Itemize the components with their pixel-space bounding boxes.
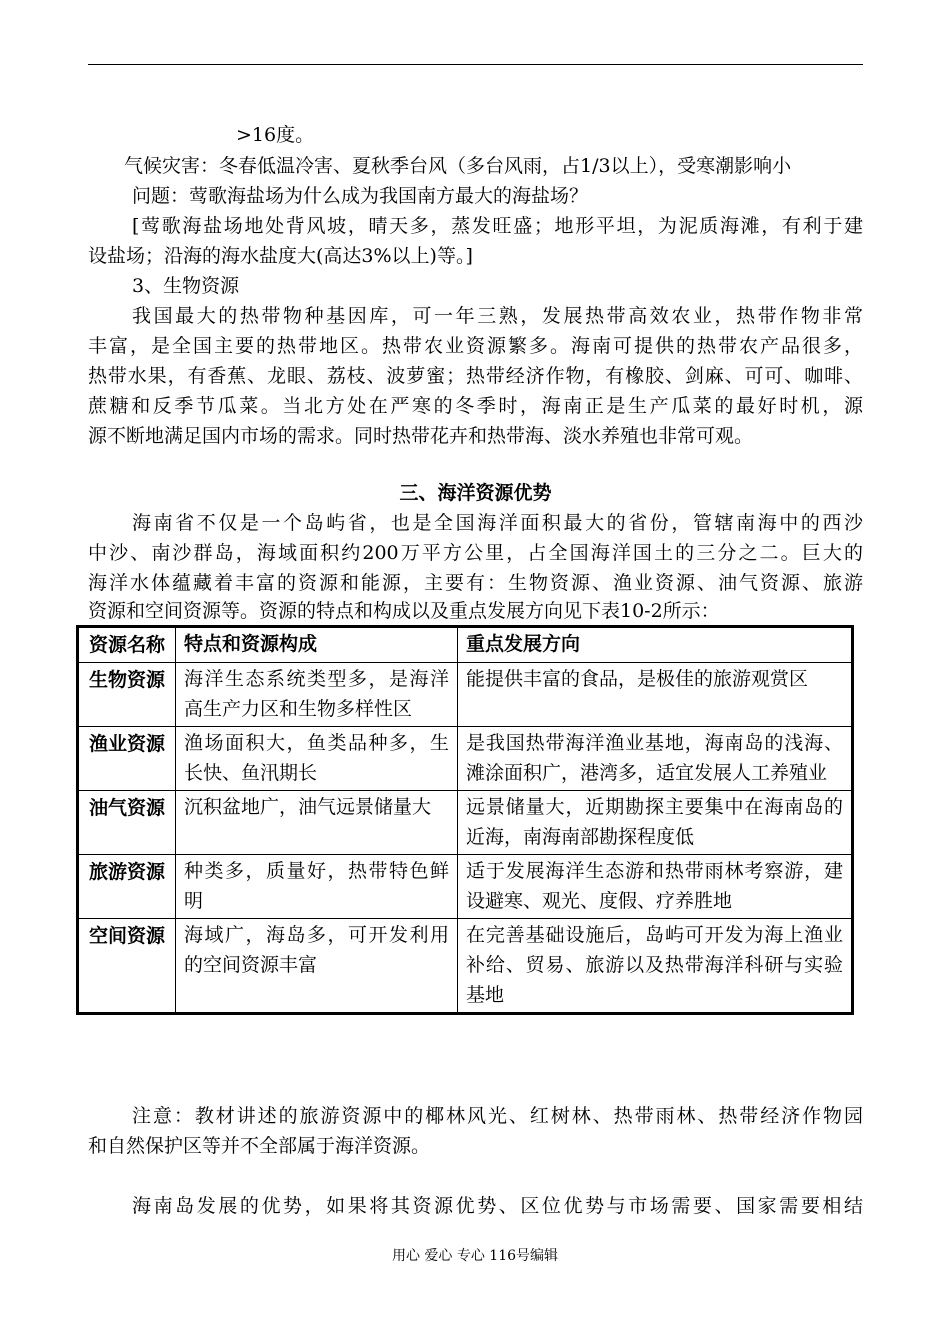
resource-direction: 远景储量大，近期勘探主要集中在海南岛的近海，南海南部勘探程度低 bbox=[458, 791, 853, 855]
resource-features: 沉积盆地广，油气远景储量大 bbox=[176, 791, 458, 855]
bio-heading: 3、生物资源 bbox=[132, 275, 240, 297]
header-features: 特点和资源构成 bbox=[176, 627, 458, 663]
header-rule bbox=[88, 64, 863, 65]
ocean-line: 资源和空间资源等。资源的特点和构成以及重点发展方向见下表10-2所示： bbox=[88, 600, 720, 622]
table-row bbox=[78, 663, 853, 727]
note-line: 注意：教材讲述的旅游资源中的椰林风光、红树林、热带雨林、热带经济作物园 bbox=[132, 1105, 863, 1127]
resource-direction: 能提供丰富的食品，是极佳的旅游观赏区 bbox=[458, 663, 853, 727]
section-title: 三、海洋资源优势 bbox=[399, 482, 552, 504]
table-row bbox=[78, 791, 853, 855]
resource-name: 油气资源 bbox=[78, 791, 176, 855]
bio-line: 热带水果，有香蕉、龙眼、荔枝、波萝蜜；热带经济作物，有橡胶、剑麻、可可、咖啡、 bbox=[88, 365, 863, 387]
question: 问题：莺歌海盐场为什么成为我国南方最大的海盐场？ bbox=[132, 185, 589, 207]
bio-line: 蔗糖和反季节瓜菜。当北方处在严寒的冬季时，海南正是生产瓜菜的最好时机，源 bbox=[88, 395, 863, 417]
note-line: 和自然保护区等并不全部属于海洋资源。 bbox=[88, 1135, 431, 1157]
ocean-line: 海洋水体蕴藏着丰富的资源和能源，主要有：生物资源、渔业资源、油气资源、旅游 bbox=[88, 572, 863, 594]
header-direction: 重点发展方向 bbox=[458, 627, 853, 663]
ocean-line: 中沙、南沙群岛，海域面积约200万平方公里，占全国海洋国土的三分之二。巨大的 bbox=[88, 542, 863, 564]
climate-continuation: >16度。 bbox=[236, 124, 315, 146]
resource-name: 生物资源 bbox=[78, 663, 176, 727]
resource-direction: 适于发展海洋生态游和热带雨林考察游，建设避寒、观光、度假、疗养胜地 bbox=[458, 855, 853, 919]
bio-line: 丰富，是全国主要的热带地区。热带农业资源繁多。海南可提供的热带农产品很多， bbox=[88, 335, 863, 357]
resource-direction: 在完善基础设施后，岛屿可开发为海上渔业补给、贸易、旅游以及热带海洋科研与实验基地 bbox=[458, 919, 853, 1014]
bio-line: 源不断地满足国内市场的需求。同时热带花卉和热带海、淡水养殖也非常可观。 bbox=[88, 425, 754, 447]
header-resource-name: 资源名称 bbox=[78, 627, 176, 663]
closing-line: 海南岛发展的优势，如果将其资源优势、区位优势与市场需要、国家需要相结 bbox=[132, 1195, 863, 1217]
resource-name: 旅游资源 bbox=[78, 855, 176, 919]
bio-line: 我国最大的热带物种基因库，可一年三熟，发展热带高效农业，热带作物非常 bbox=[132, 305, 863, 327]
resource-features: 海洋生态系统类型多，是海洋高生产力区和生物多样性区 bbox=[176, 663, 458, 727]
answer-line: [莺歌海盐场地处背风坡，晴天多，蒸发旺盛；地形平坦，为泥质海滩，有利于建 bbox=[132, 215, 863, 237]
resource-features: 渔场面积大，鱼类品种多，生长快、鱼汛期长 bbox=[176, 727, 458, 791]
resource-features: 海域广，海岛多，可开发利用的空间资源丰富 bbox=[176, 919, 458, 1014]
answer-line: 设盐场；沿海的海水盐度大(高达3%以上)等。] bbox=[88, 245, 473, 267]
table-header-row bbox=[78, 627, 853, 663]
resource-direction: 是我国热带海洋渔业基地，海南岛的浅海、滩涂面积广，港湾多，适宜发展人工养殖业 bbox=[458, 727, 853, 791]
table-row bbox=[78, 919, 853, 1014]
table-row bbox=[78, 855, 853, 919]
resource-name: 渔业资源 bbox=[78, 727, 176, 791]
resource-table bbox=[76, 625, 854, 1015]
resource-name: 空间资源 bbox=[78, 919, 176, 1014]
climate-disaster: 气候灾害：冬春低温冷害、夏秋季台风（多台风雨，占1/3以上），受寒潮影响小 bbox=[124, 155, 792, 177]
ocean-line: 海南省不仅是一个岛屿省，也是全国海洋面积最大的省份，管辖南海中的西沙 bbox=[132, 512, 863, 534]
resource-features: 种类多，质量好，热带特色鲜明 bbox=[176, 855, 458, 919]
page-footer: 用心 爱心 专心 116号编辑 bbox=[391, 1248, 559, 1264]
table-row bbox=[78, 727, 853, 791]
